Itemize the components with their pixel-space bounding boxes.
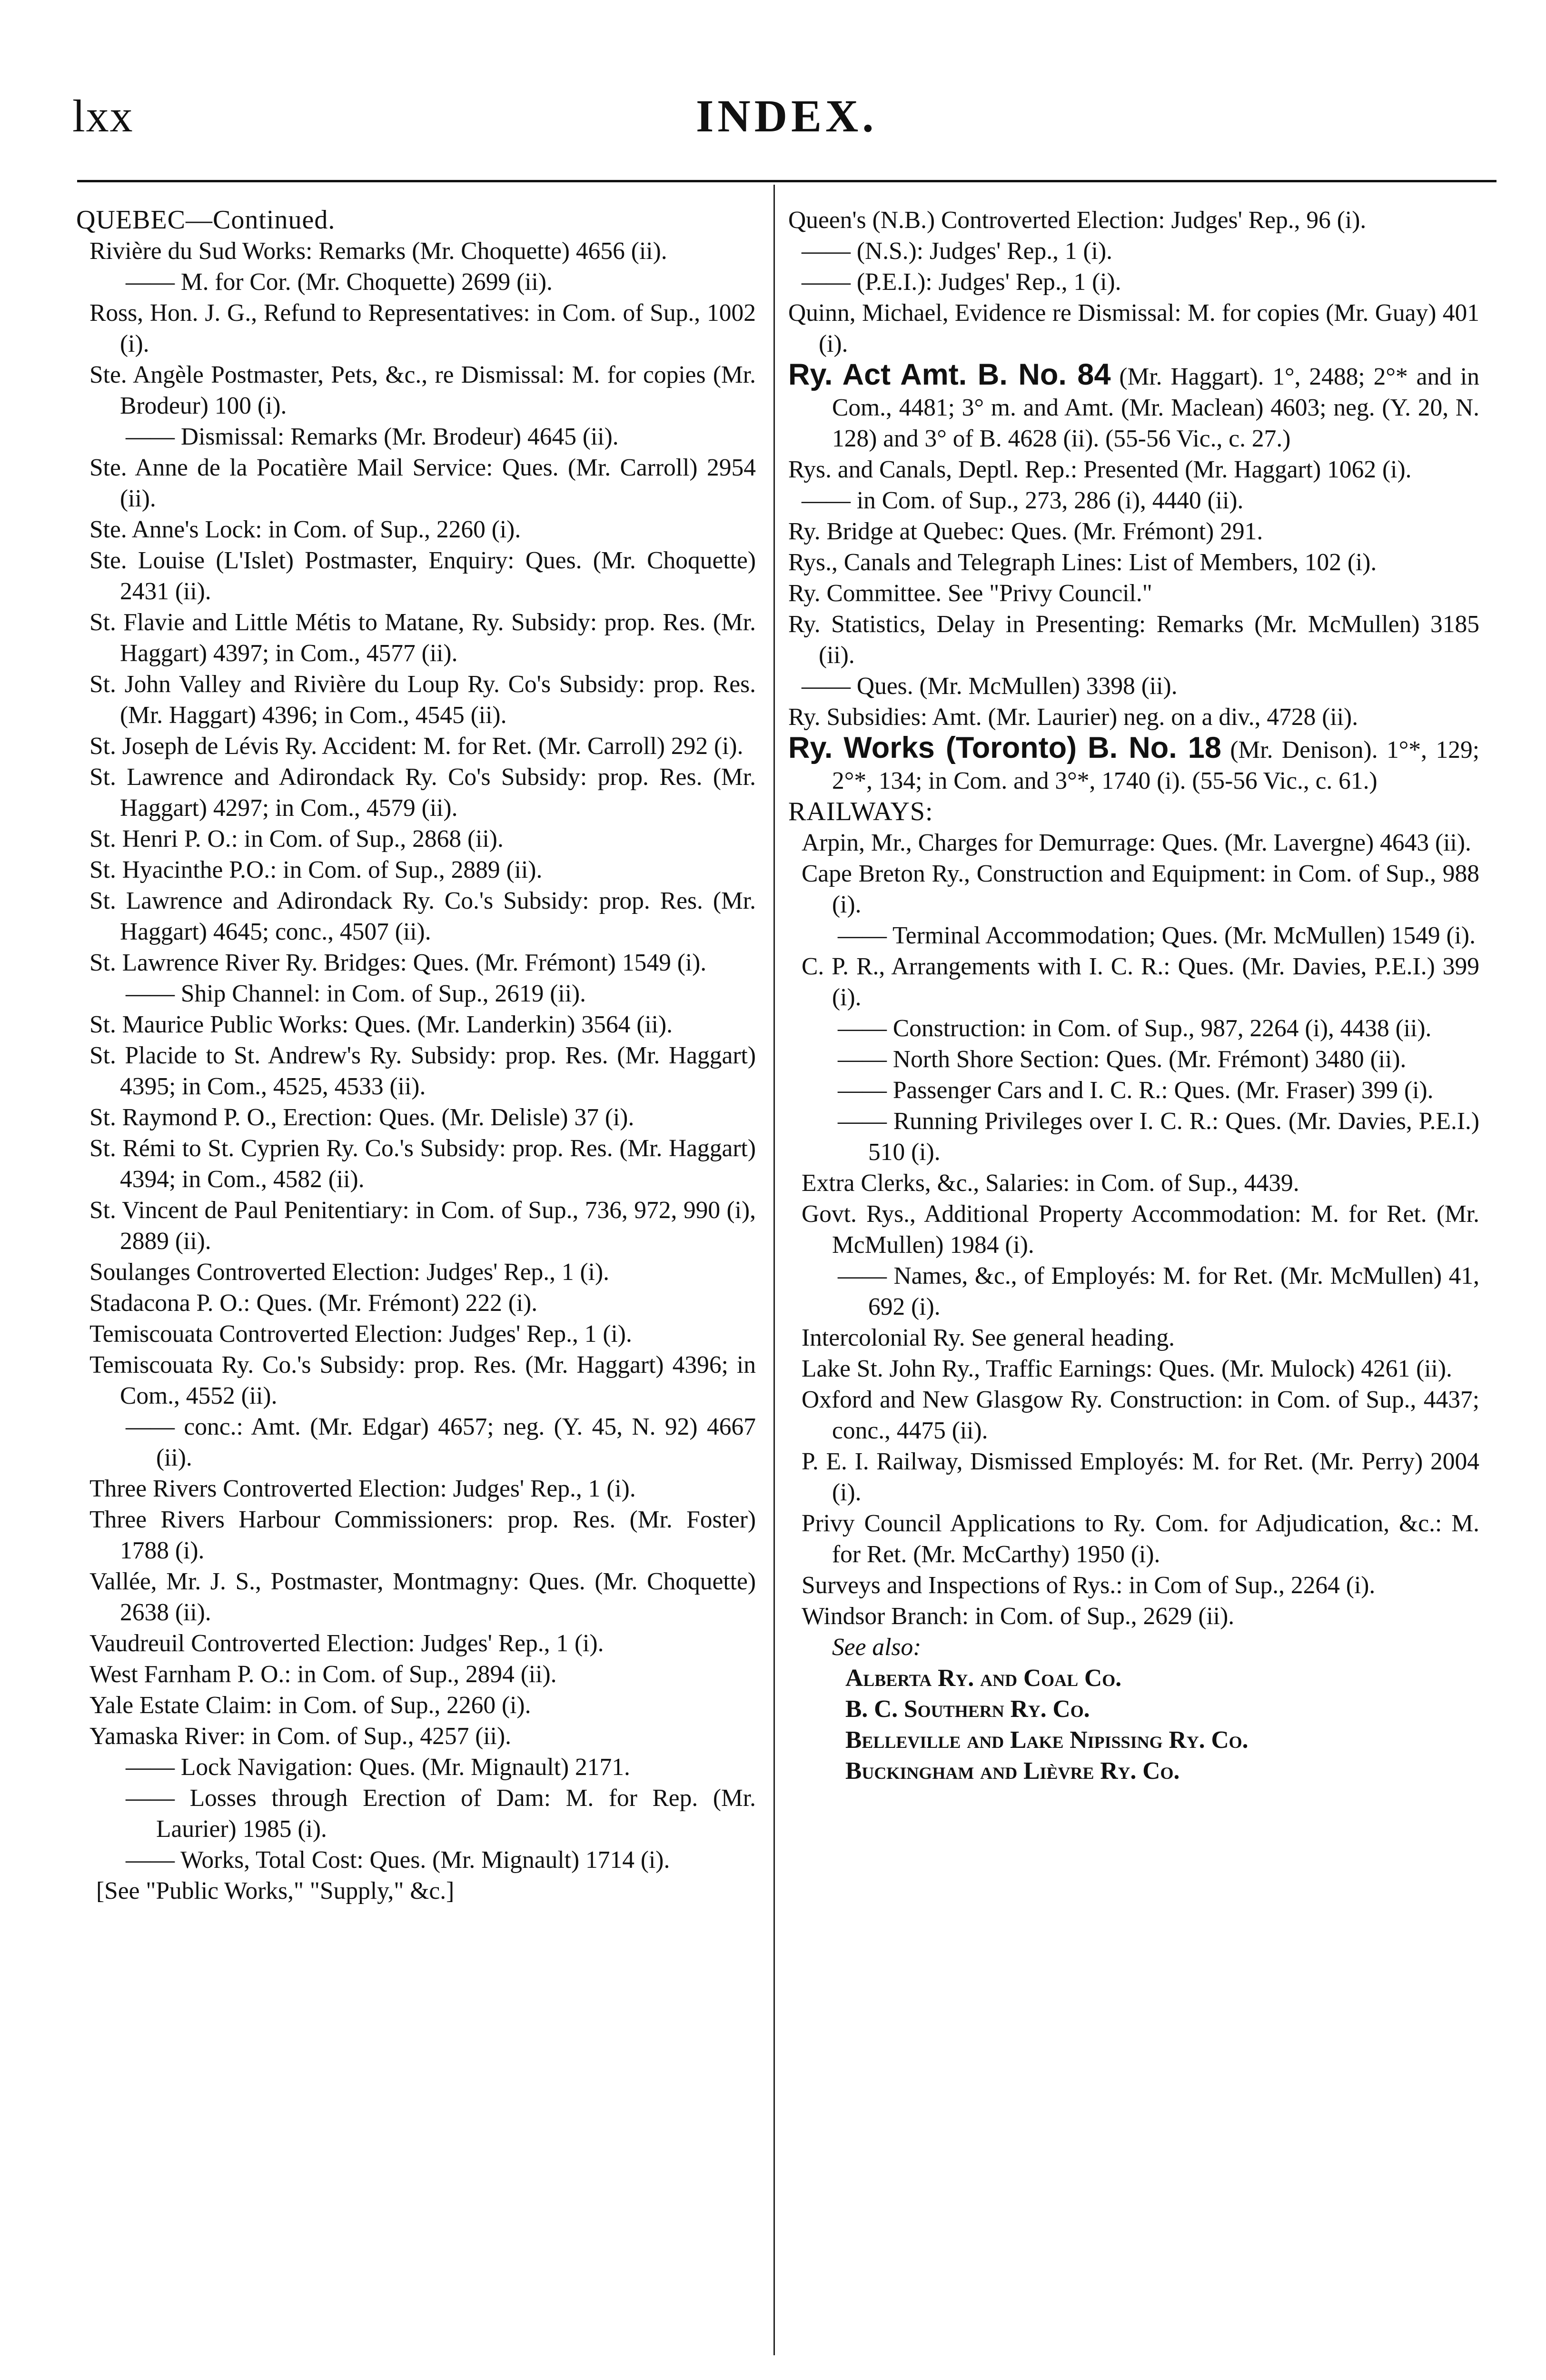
index-entry: —— (N.S.): Judges' Rep., 1 (i). xyxy=(802,238,1112,265)
index-entry: Quinn, Michael, Evidence re Dismissal: M. for copies (Mr. Guay) 401 (i). xyxy=(788,299,1479,357)
index-entry: —— in Com. of Sup., 273, 286 (i), 4440 (ii). xyxy=(802,487,1244,514)
top-rule xyxy=(77,180,1496,182)
index-entry: —— Dismissal: Remarks (Mr. Brodeur) 4645 (ii). xyxy=(126,423,619,450)
railways-entry: Surveys and Inspections of Rys.: in Com of Sup., 2264 (i). xyxy=(802,1572,1376,1599)
railways-entry: Oxford and New Glasgow Ry. Construction: in Com. of Sup., 4437; conc., 4475 (ii). xyxy=(802,1386,1479,1444)
page-number: lxx xyxy=(72,90,134,141)
see-also-item: B. C. Southern Ry. Co. xyxy=(845,1696,1090,1723)
railways-entry: —— Running Privileges over I. C. R.: Ques. (Mr. Davies, P.E.I.) 510 (i). xyxy=(838,1108,1479,1166)
index-entry: Ste. Anne de la Pocatière Mail Service: Ques. (Mr. Carroll) 2954 (ii). xyxy=(89,454,756,512)
index-entry: Rys. and Canals, Deptl. Rep.: Presented (Mr. Haggart) 1062 (i). xyxy=(788,456,1412,483)
index-entry: St. Placide to St. Andrew's Ry. Subsidy: prop. Res. (Mr. Haggart) 4395; in Com., 4525, 4533 (ii). xyxy=(89,1042,756,1100)
right-column xyxy=(788,205,1479,1786)
index-entry: Ste. Louise (L'Islet) Postmaster, Enquiry: Ques. (Mr. Choquette) 2431 (ii). xyxy=(89,547,756,605)
index-entry: St. Henri P. O.: in Com. of Sup., 2868 (ii). xyxy=(89,825,504,853)
bill-title-84: Ry. Act Amt. B. No. 84 xyxy=(788,358,1111,391)
railways-entry: Govt. Rys., Additional Property Accommodation: M. for Ret. (Mr. McMullen) 1984 (i). xyxy=(802,1200,1479,1259)
railways-entry: C. P. R., Arrangements with I. C. R.: Ques. (Mr. Davies, P.E.I.) 399 (i). xyxy=(802,953,1479,1011)
see-also-list xyxy=(788,1663,1479,1786)
bill-text-18: (Mr. Denison). 1°*, 129; 2°*, 134; in Com. and 3°*, 1740 (i). (55-56 Vic., c. 61.) xyxy=(832,736,1480,794)
right-entries-mid xyxy=(788,454,1479,733)
index-entry: Ry. Committee. See "Privy Council." xyxy=(788,580,1152,607)
index-entry: —— Losses through Erection of Dam: M. for Rep. (Mr. Laurier) 1985 (i). xyxy=(126,1785,756,1843)
index-entry: West Farnham P. O.: in Com. of Sup., 2894 (ii). xyxy=(89,1661,557,1688)
column-divider xyxy=(773,185,775,2355)
index-entry: St. John Valley and Rivière du Loup Ry. Co's Subsidy: prop. Res. (Mr. Haggart) 4396; in Com., 4545 (ii). xyxy=(89,671,756,729)
index-entry: —— Lock Navigation: Ques. (Mr. Mignault) 2171. xyxy=(126,1754,630,1781)
index-entry: Ste. Anne's Lock: in Com. of Sup., 2260 (i). xyxy=(89,516,521,543)
index-entry: St. Lawrence River Ry. Bridges: Ques. (Mr. Frémont) 1549 (i). xyxy=(89,949,707,976)
index-entry: Yamaska River: in Com. of Sup., 4257 (ii). xyxy=(89,1723,511,1750)
index-entry: Ste. Angèle Postmaster, Pets, &c., re Dismissal: M. for copies (Mr. Brodeur) 100 (i). xyxy=(89,361,756,419)
index-entry: —— conc.: Amt. (Mr. Edgar) 4657; neg. (Y. 45, N. 92) 4667 (ii). xyxy=(126,1413,756,1471)
left-entries-list xyxy=(76,236,756,1875)
index-entry: Yale Estate Claim: in Com. of Sup., 2260 (i). xyxy=(89,1692,531,1719)
index-entry: Three Rivers Controverted Election: Judges' Rep., 1 (i). xyxy=(89,1475,636,1502)
bill-entry-18 xyxy=(788,733,1479,796)
see-also-item: Belleville and Lake Nipissing Ry. Co. xyxy=(845,1726,1249,1754)
railways-entry: —— Construction: in Com. of Sup., 987, 2264 (i), 4438 (ii). xyxy=(838,1015,1432,1042)
index-entry: Vallée, Mr. J. S., Postmaster, Montmagny: Ques. (Mr. Choquette) 2638 (ii). xyxy=(89,1568,756,1626)
index-entry: St. Vincent de Paul Penitentiary: in Com. of Sup., 736, 972, 990 (i), 2889 (ii). xyxy=(89,1197,756,1255)
index-entry: —— Ship Channel: in Com. of Sup., 2619 (ii). xyxy=(126,980,586,1007)
railways-entry: —— Terminal Accommodation; Ques. (Mr. McMullen) 1549 (i). xyxy=(838,922,1476,949)
railways-entry: Extra Clerks, &c., Salaries: in Com. of Sup., 4439. xyxy=(802,1170,1299,1197)
index-entry: Queen's (N.B.) Controverted Election: Judges' Rep., 96 (i). xyxy=(788,207,1367,234)
railways-entry: Privy Council Applications to Ry. Com. for Adjudication, &c.: M. for Ret. (Mr. McCarthy) 1950 (i). xyxy=(802,1510,1479,1568)
bill-text-84: (Mr. Haggart). 1°, 2488; 2°* and in Com., 4481; 3° m. and Amt. (Mr. Maclean) 4603; neg. (Y. 20, N. 128) and 3° of B. 4628 (ii). (55-56 Vic., c. 27.) xyxy=(832,363,1479,452)
section-heading-quebec: QUEBEC—Continued. xyxy=(76,205,336,235)
railways-entry: —— Names, &c., of Employés: M. for Ret. (Mr. McMullen) 41, 692 (i). xyxy=(838,1262,1479,1320)
index-entry: St. Flavie and Little Métis to Matane, Ry. Subsidy: prop. Res. (Mr. Haggart) 4397; in Com., 4577 (ii). xyxy=(89,609,756,667)
index-entry: St. Lawrence and Adirondack Ry. Co's Subsidy: prop. Res. (Mr. Haggart) 4297; in Com., 4579 (ii). xyxy=(89,764,756,822)
index-entry: Three Rivers Harbour Commissioners: prop. Res. (Mr. Foster) 1788 (i). xyxy=(89,1506,756,1564)
see-also-label: See also: xyxy=(832,1634,922,1661)
railways-entry: Cape Breton Ry., Construction and Equipment: in Com. of Sup., 988 (i). xyxy=(802,860,1479,918)
railways-entry: Windsor Branch: in Com. of Sup., 2629 (ii). xyxy=(802,1603,1235,1630)
railways-entries xyxy=(788,827,1479,1632)
bill-entry-84 xyxy=(788,359,1479,454)
index-entry: St. Hyacinthe P.O.: in Com. of Sup., 2889 (ii). xyxy=(89,856,543,883)
railways-entry: P. E. I. Railway, Dismissed Employés: M. for Ret. (Mr. Perry) 2004 (i). xyxy=(802,1448,1479,1506)
index-entry: Ross, Hon. J. G., Refund to Representatives: in Com. of Sup., 1002 (i). xyxy=(89,299,756,357)
index-entry: —— (P.E.I.): Judges' Rep., 1 (i). xyxy=(802,268,1121,296)
index-entry: Soulanges Controverted Election: Judges' Rep., 1 (i). xyxy=(89,1259,610,1286)
index-entry: St. Maurice Public Works: Ques. (Mr. Landerkin) 3564 (ii). xyxy=(89,1011,673,1038)
index-entry: St. Joseph de Lévis Ry. Accident: M. for Ret. (Mr. Carroll) 292 (i). xyxy=(89,733,743,760)
railways-entry: Intercolonial Ry. See general heading. xyxy=(802,1324,1175,1351)
see-also-item: Buckingham and Lièvre Ry. Co. xyxy=(845,1757,1180,1785)
right-entries-top xyxy=(788,205,1479,359)
index-entry: Ry. Statistics, Delay in Presenting: Remarks (Mr. McMullen) 3185 (ii). xyxy=(788,611,1479,669)
index-entry: Ry. Bridge at Quebec: Ques. (Mr. Frémont) 291. xyxy=(788,518,1263,545)
railways-entry: —— Passenger Cars and I. C. R.: Ques. (Mr. Fraser) 399 (i). xyxy=(838,1077,1434,1104)
index-entry: Rys., Canals and Telegraph Lines: List of Members, 102 (i). xyxy=(788,549,1377,576)
bill-title-18: Ry. Works (Toronto) B. No. 18 xyxy=(788,731,1221,764)
index-entry: Temiscouata Controverted Election: Judges' Rep., 1 (i). xyxy=(89,1320,632,1348)
left-column xyxy=(76,205,756,1906)
railways-entry: Arpin, Mr., Charges for Demurrage: Ques. (Mr. Lavergne) 4643 (ii). xyxy=(802,829,1471,856)
section-heading-railways: RAILWAYS: xyxy=(788,797,933,826)
index-entry: Temiscouata Ry. Co.'s Subsidy: prop. Res. (Mr. Haggart) 4396; in Com., 4552 (ii). xyxy=(89,1351,756,1409)
see-also-item: Alberta Ry. and Coal Co. xyxy=(845,1665,1122,1692)
index-entry: —— Works, Total Cost: Ques. (Mr. Mignault) 1714 (i). xyxy=(126,1846,670,1874)
railways-entry: Lake St. John Ry., Traffic Earnings: Ques. (Mr. Mulock) 4261 (ii). xyxy=(802,1355,1452,1382)
index-entry: —— M. for Cor. (Mr. Choquette) 2699 (ii). xyxy=(126,268,553,296)
index-entry: Stadacona P. O.: Ques. (Mr. Frémont) 222 (i). xyxy=(89,1289,538,1317)
page-title: INDEX. xyxy=(696,90,878,141)
index-entry: Vaudreuil Controverted Election: Judges' Rep., 1 (i). xyxy=(89,1630,604,1657)
see-also-footer: [See "Public Works," "Supply," &c.] xyxy=(96,1877,455,1904)
index-entry: Rivière du Sud Works: Remarks (Mr. Choquette) 4656 (ii). xyxy=(89,238,667,265)
index-entry: St. Raymond P. O., Erection: Ques. (Mr. Delisle) 37 (i). xyxy=(89,1104,634,1131)
index-entry: —— Ques. (Mr. McMullen) 3398 (ii). xyxy=(802,673,1178,700)
railways-entry: —— North Shore Section: Ques. (Mr. Frémont) 3480 (ii). xyxy=(838,1046,1407,1073)
index-entry: Ry. Subsidies: Amt. (Mr. Laurier) neg. on a div., 4728 (ii). xyxy=(788,704,1358,731)
index-entry: St. Lawrence and Adirondack Ry. Co.'s Subsidy: prop. Res. (Mr. Haggart) 4645; conc., 4507 (ii). xyxy=(89,887,756,945)
index-entry: St. Rémi to St. Cyprien Ry. Co.'s Subsidy: prop. Res. (Mr. Haggart) 4394; in Com., 4582 (ii). xyxy=(89,1135,756,1193)
